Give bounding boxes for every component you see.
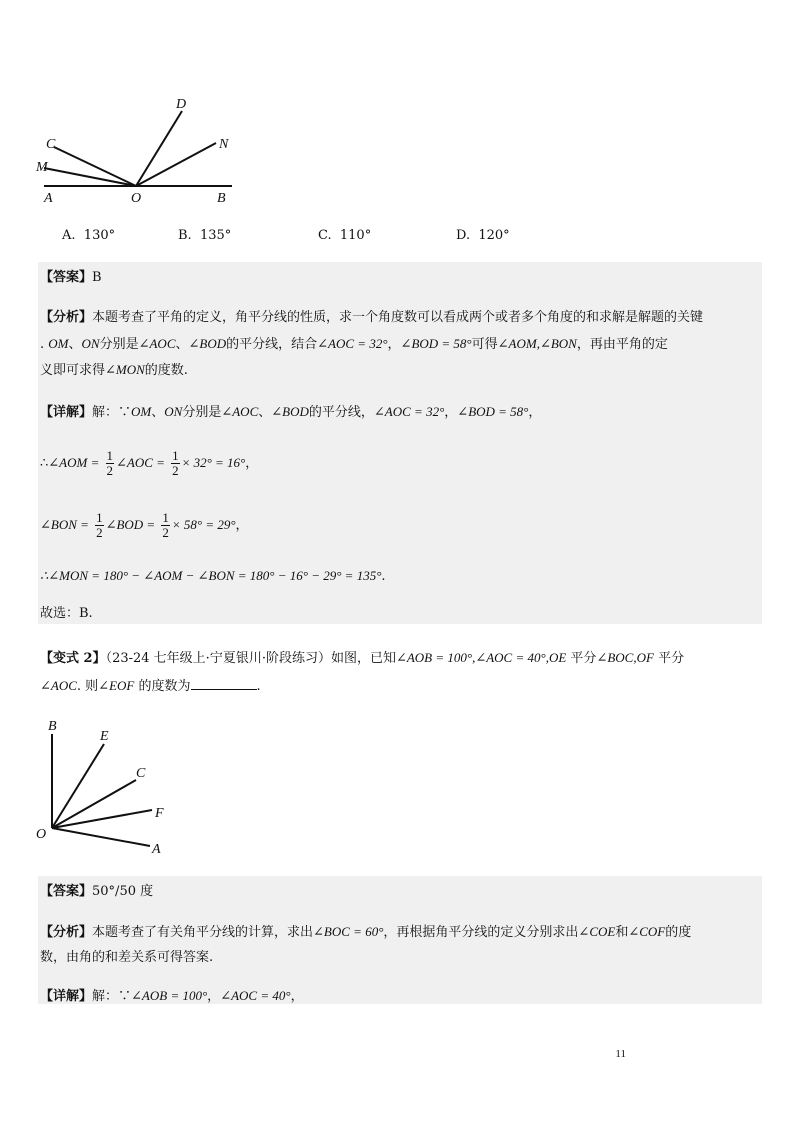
q1-analysis-line-1: 【分析】本题考查了平角的定义，角平分线的性质，求一个角度数可以看成两个或者多个角度的和求解是解题的关键 (40, 310, 704, 325)
fraction-half: $\frac{1}{2}$ (162, 510, 169, 540)
q2-answer: 【答案】50°/50 度 (40, 884, 154, 899)
ray-OC (54, 147, 136, 186)
q1-detail-aom: ∴∠AOM = $\frac{1}{2}$ ∠AOC = $\frac{1}{2}$ × 32° = 16°， (40, 448, 259, 478)
q2-detail-line-1: 【详解】解：∵∠AOB = 100°，∠AOC = 40°， (40, 988, 304, 1004)
label-B: B (217, 191, 226, 206)
label-D: D (176, 97, 187, 112)
figure-2-angle-diagram (30, 714, 190, 860)
answer-options (0, 228, 800, 250)
variant-line-2: ∠AOC. 则∠EOF 的度数为 . (40, 678, 261, 694)
variant-line-1: 【变式 2】（23-24 七年级上·宁夏银川·阶段练习）如图，已知∠AOB = 100°,∠AOC = 40°,OE 平分∠BOC,OF 平分 (40, 650, 685, 666)
label-C: C (46, 137, 56, 152)
label-O: O (131, 191, 142, 206)
label-F: F (155, 806, 164, 821)
label-N: N (219, 137, 229, 152)
option-a: A. 130° (62, 228, 116, 243)
ray-OE (52, 744, 104, 828)
label-M: M (36, 160, 48, 175)
q1-detail-line-1: 【详解】解：∵OM、ON分别是∠AOC、∠BOD的平分线，∠AOC = 32°，∠BOD = 58°， (40, 404, 542, 420)
q2-analysis-line-1: 【分析】本题考查了有关角平分线的计算，求出∠BOC = 60°，再根据角平分线的定义分别求出∠COE和∠COF的度 (40, 924, 692, 940)
q1-detail-mon: ∴∠MON = 180° − ∠AOM − ∠BON = 180° − 16° − 29° = 135°. (40, 568, 386, 584)
fraction-half: $\frac{1}{2}$ (172, 448, 179, 478)
ray-ON (136, 143, 216, 186)
ray-OM (44, 168, 136, 186)
q1-analysis-line-3: 义即可求得∠MON的度数. (40, 362, 188, 378)
label-E: E (100, 729, 109, 744)
label-A: A (44, 191, 53, 206)
label-C: C (136, 766, 146, 781)
option-b: B. 135° (178, 228, 232, 243)
option-d: D. 120° (456, 228, 510, 243)
figure-1-angle-diagram (30, 92, 250, 207)
label-A: A (152, 842, 161, 857)
option-c: C. 110° (318, 228, 372, 243)
q1-analysis-line-2: . OM、ON分别是∠AOC、∠BOD的平分线，结合∠AOC = 32°，∠BOD = 58°可得∠AOM,∠BON，再由平角的定 (40, 336, 668, 352)
q2-analysis-line-2: 数，由角的和差关系可得答案. (40, 950, 214, 965)
fraction-half: $\frac{1}{2}$ (96, 510, 103, 540)
ray-OA (52, 828, 150, 846)
page-number: 11 (615, 1048, 626, 1060)
label-O: O (36, 827, 47, 842)
q1-answer: 【答案】B (40, 270, 102, 285)
fraction-half: $\frac{1}{2}$ (106, 448, 113, 478)
label-B: B (48, 719, 57, 734)
q1-detail-bon: ∠BON = $\frac{1}{2}$ ∠BOD = $\frac{1}{2}$ × 58° = 29°， (40, 510, 249, 540)
q1-choose: 故选：B. (40, 606, 93, 621)
answer-blank[interactable] (191, 677, 257, 690)
